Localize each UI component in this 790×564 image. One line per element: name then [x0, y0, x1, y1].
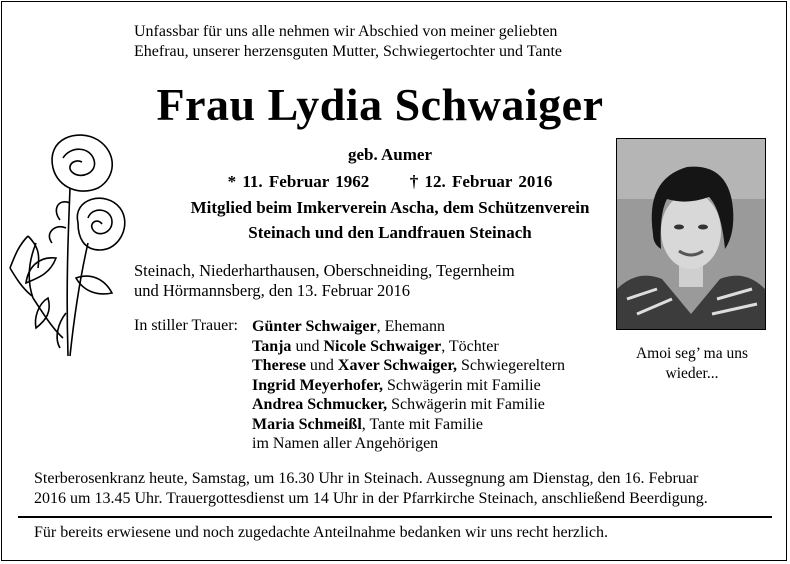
portrait-photo	[616, 138, 766, 330]
mourner-entry: Andrea Schmucker, Schwägerin mit Familie	[252, 396, 545, 413]
mourner-entry: Günter Schwaiger, Ehemann	[252, 318, 446, 335]
quote-text: Amoi seg’ ma uns wieder...	[635, 345, 749, 382]
mourner-entry: im Namen aller Angehörigen	[252, 435, 439, 452]
birth-date: * 11. Februar 1962	[227, 172, 370, 191]
maiden-name: geb. Aumer	[347, 145, 433, 164]
funeral-info	[34, 469, 708, 509]
life-dates	[140, 170, 640, 194]
mourner-entry: Tanja und Nicole Schwaiger, Töchter	[252, 337, 499, 355]
places-line-2: und Hörmannsberg, den 13. Februar 2016	[134, 281, 411, 300]
mourner-entry: Therese und Xaver Schwaiger, Schwiegereltern	[252, 357, 565, 374]
places-text	[134, 261, 515, 301]
funeral-info-line-1: Sterberosenkranz heute, Samstag, um 16.30 Uhr in Steinach. Aussegnung am Dienstag, den 16. Februar	[34, 470, 699, 487]
rose-icon	[8, 128, 133, 358]
death-date: † 12. Februar 2016	[409, 172, 553, 191]
mourners-label: In stiller Trauer:	[134, 317, 238, 334]
membership-line-2: Steinach und den Landfrauen Steinach	[248, 223, 532, 242]
mourner-entry: Ingrid Meyerhofer, Schwägerin mit Familie	[252, 376, 541, 394]
mourner-entry: Maria Schmeißl, Tante mit Familie	[252, 415, 483, 433]
intro-line-1: Unfassbar für uns alle nehmen wir Abschied von meiner geliebten	[134, 23, 558, 40]
membership-line-1: Mitglied beim Imkerverein Ascha, dem Schützenverein	[190, 198, 590, 217]
funeral-info-line-2: 2016 um 13.45 Uhr. Trauergottesdienst um 14 Uhr in der Pfarrkirche Steinach, anschließend Beerdigung.	[34, 490, 708, 507]
deceased-name: Frau Lydia Schwaiger	[156, 79, 604, 130]
intro-line-2: Ehefrau, unserer herzensguten Mutter, Schwiegertochter und Tante	[134, 43, 562, 60]
places-line-1: Steinach, Niederharthausen, Oberschneiding, Tegernheim	[134, 261, 515, 280]
portrait-icon	[617, 139, 765, 329]
divider-line	[18, 516, 772, 518]
thanks-text: Für bereits erwiesene und noch zugedachte Anteilnahme bedanken wir uns recht herzlich.	[34, 524, 609, 541]
intro-text	[134, 22, 562, 62]
mourners-list	[252, 317, 565, 454]
